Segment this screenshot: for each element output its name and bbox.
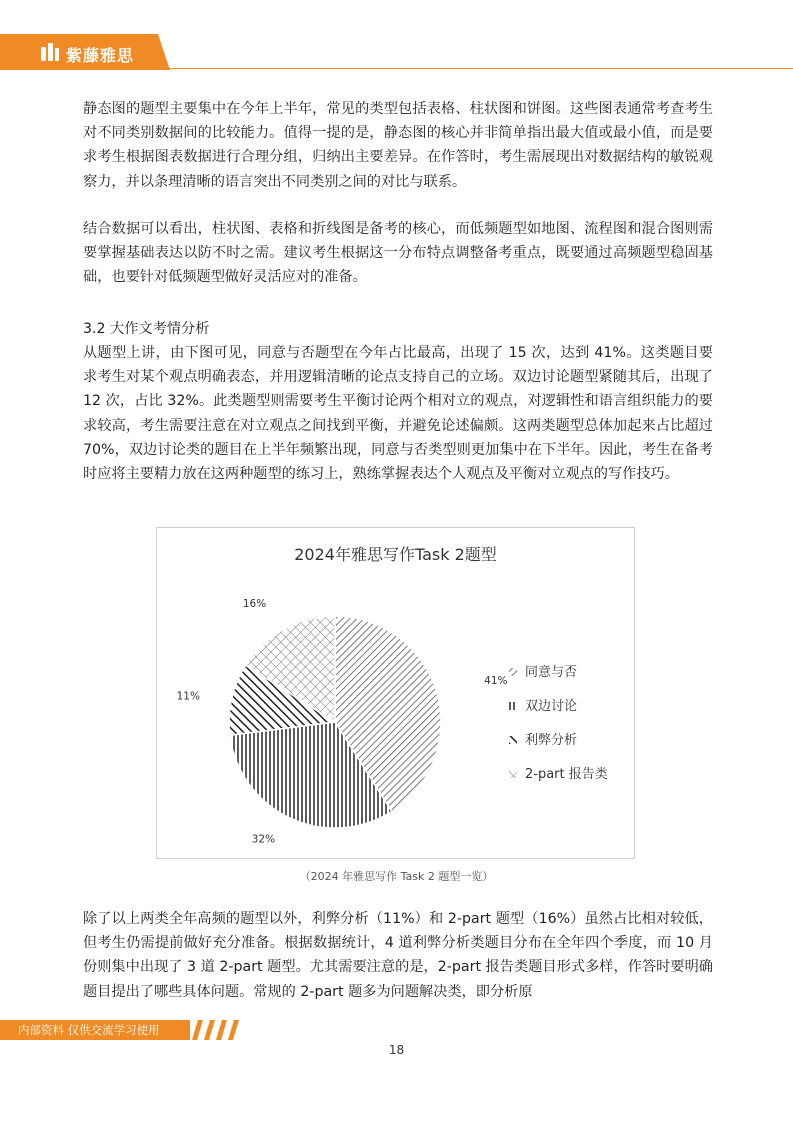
legend-swatch-2 <box>509 702 517 710</box>
footer-note: 内部资料 仅供交流学习使用 <box>18 1023 160 1037</box>
footer-stripes <box>188 1020 244 1040</box>
chart-title: 2024年雅思写作Task 2题型 <box>294 545 497 564</box>
page-number: 18 <box>388 1043 405 1057</box>
legend-swatch-1 <box>509 668 517 676</box>
pie-chart-container <box>156 527 635 859</box>
pie-chart <box>157 528 634 858</box>
paragraph-other-types: 除了以上两类全年高频的题型以外，利弊分析（11%）和 2-part 题型（16%）虽然占比相对较低，但考生仍需提前做好充分准备。根据数据统计，4 道利弊分析类题目分布在全年四个季度，而 10 月份则集中出现了 3 道 2-part 题型。尤其需要注意的是，2-part 报告类题目形式多样，作答时要明确题目提出了哪些具体问题。常规的 2-part 题多为问题解决类，即分析原 <box>83 911 713 1000</box>
header-rule <box>168 68 793 69</box>
section-title: 3.2 大作文考情分析 <box>83 321 210 337</box>
legend-label-3: 利弊分析 <box>525 733 578 748</box>
paragraph-task2-analysis: 从题型上讲，由下图可见，同意与否题型在今年占比最高，出现了 15 次，达到 41%。这类题目要求考生对某个观点明确表态，并用逻辑清晰的论点支持自己的立场。双边讨论题型紧随其后，出现了 12 次，占比 32%。此类题型则需要考生平衡讨论两个相对立的观点，对逻辑性和语言组织能力的要求较高，考生需要注意在对立观点之间找到平衡，并避免论述偏颇。这两类题型总体加起来占比超过 70%，双边讨论类的题目在上半年频繁出现，同意与否类型则更加集中在下半年。因此，考生在备考时应将主要精力放在这两种题型的练习上，熟练掌握表达个人观点及平衡对立观点的写作技巧。 <box>83 345 713 483</box>
brand-logo-icon <box>40 42 60 62</box>
pie-slice-label-2: 32% <box>251 833 276 846</box>
paragraph-static-charts: 静态图的题型主要集中在今年上半年，常见的类型包括表格、柱状图和饼图。这些图表通常考查考生对不同类别数据间的比较能力。值得一提的是，静态图的核心并非简单指出最大值或最小值，而是要求考生根据图表数据进行合理分组，归纳出主要差异。在作答时，考生需展现出对数据结构的敏锐观察力，并以条理清晰的语言突出不同类别之间的对比与联系。 <box>83 101 713 190</box>
brand-name: 紫藤雅思 <box>66 46 135 65</box>
legend-label-2: 双边讨论 <box>525 699 578 714</box>
legend-label-4: 2-part 报告类 <box>525 767 608 782</box>
legend-swatch-3 <box>509 736 517 744</box>
pie-slice-label-4: 16% <box>242 598 267 611</box>
legend-swatch-4 <box>509 770 517 778</box>
chart-caption: （2024 年雅思写作 Task 2 题型一览） <box>299 870 494 883</box>
pie-slice-label-1: 41% <box>484 674 508 687</box>
paragraph-data-summary: 结合数据可以看出，柱状图、表格和折线图是备考的核心，而低频题型如地图、流程图和混合图则需要掌握基础表达以防不时之需。建议考生根据这一分布特点调整备考重点，既要通过高频题型稳固基础，也要针对低频题型做好灵活应对的准备。 <box>83 221 713 286</box>
pie-slice-label-3: 11% <box>176 690 200 703</box>
legend-label-1: 同意与否 <box>525 665 578 680</box>
